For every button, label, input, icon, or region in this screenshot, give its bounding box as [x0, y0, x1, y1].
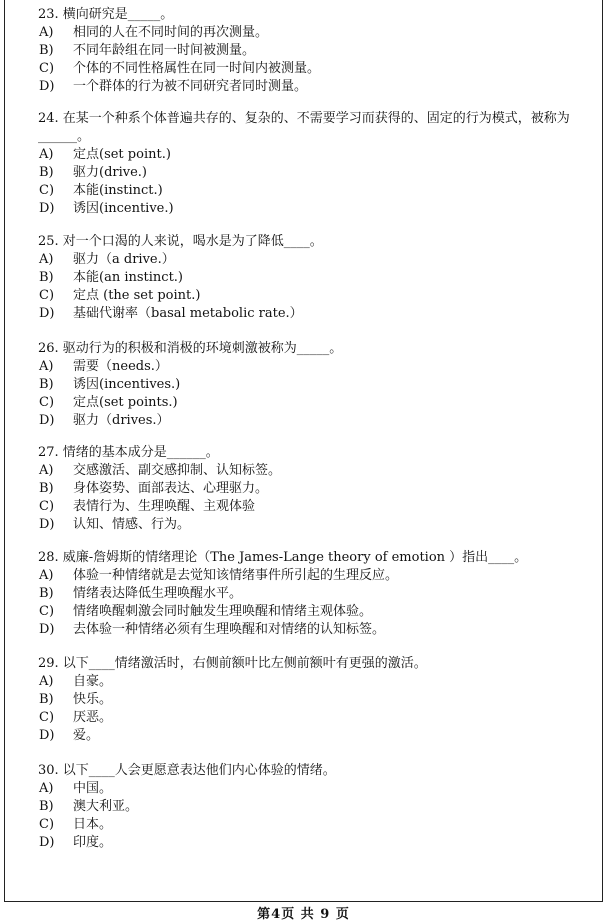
option-text: 个体的不同性格属性在同一时间内被测量。	[73, 61, 321, 76]
option-c	[38, 709, 583, 727]
option-letter: D)	[39, 622, 55, 637]
option-a	[38, 462, 583, 480]
option-letter: D)	[39, 413, 55, 428]
question-23	[38, 6, 583, 96]
option-text: 日本。	[73, 817, 113, 832]
option-letter: B)	[39, 165, 54, 180]
option-text: 去体验一种情绪必须有生理唤醒和对情绪的认知标签。	[73, 622, 386, 637]
option-text: 不同年龄组在同一时间被测量。	[73, 43, 256, 58]
question-28	[38, 549, 583, 639]
option-c	[38, 182, 583, 200]
option-letter: C)	[39, 499, 55, 514]
question-stem: 29. 以下____情绪激活时，右侧前额叶比左侧前额叶有更强的激活。	[38, 656, 427, 671]
option-c	[38, 287, 583, 305]
option-b	[38, 376, 583, 394]
option-b	[38, 269, 583, 287]
option-letter: A)	[39, 252, 54, 267]
option-text: 表情行为、生理唤醒、主观体验	[73, 499, 256, 514]
option-letter: A)	[39, 147, 54, 162]
option-letter: B)	[39, 692, 54, 707]
question-stem: 27. 情绪的基本成分是______。	[38, 445, 219, 460]
option-letter: B)	[39, 377, 54, 392]
option-text: 一个群体的行为被不同研究者同时测量。	[73, 79, 308, 94]
option-text: 需要（needs.）	[73, 359, 168, 374]
option-a	[38, 24, 583, 42]
option-text: 本能(instinct.)	[73, 183, 163, 198]
option-d	[38, 621, 583, 639]
option-text: 交感激活、副交感抑制、认知标签。	[73, 463, 282, 478]
option-d	[38, 516, 583, 534]
option-letter: A)	[39, 781, 54, 796]
question-29	[38, 655, 583, 745]
option-b	[38, 164, 583, 182]
option-letter: C)	[39, 817, 55, 832]
option-c	[38, 603, 583, 621]
option-text: 自豪。	[73, 674, 113, 689]
option-d	[38, 834, 583, 852]
option-text: 厌恶。	[73, 710, 113, 725]
option-a	[38, 780, 583, 798]
option-a	[38, 251, 583, 269]
option-text: 中国。	[73, 781, 113, 796]
option-letter: C)	[39, 395, 55, 410]
option-b	[38, 480, 583, 498]
option-letter: B)	[39, 586, 54, 601]
option-letter: D)	[39, 835, 55, 850]
page-number-footer: 第4页 共 9 页	[257, 907, 350, 922]
option-text: 诱因(incentive.)	[73, 201, 174, 216]
question-stem: 24. 在某一个种系个体普遍共存的、复杂的、不需要学习而获得的、固定的行为模式，被称为______。	[38, 111, 570, 144]
option-a	[38, 146, 583, 164]
question-24	[38, 110, 583, 218]
option-b	[38, 798, 583, 816]
option-c	[38, 816, 583, 834]
option-letter: D)	[39, 79, 55, 94]
option-letter: B)	[39, 43, 54, 58]
option-d	[38, 412, 583, 430]
question-30	[38, 762, 583, 852]
option-text: 定点(set points.)	[73, 395, 178, 410]
option-text: 情绪唤醒刺激会同时触发生理唤醒和情绪主观体验。	[73, 604, 373, 619]
option-text: 身体姿势、面部表达、心理驱力。	[73, 481, 269, 496]
option-b	[38, 691, 583, 709]
option-text: 爱。	[73, 728, 100, 743]
question-stem: 25. 对一个口渴的人来说，喝水是为了降低____。	[38, 234, 323, 249]
option-text: 澳大利亚。	[73, 799, 139, 814]
option-text: 基础代谢率（basal metabolic rate.）	[73, 306, 303, 321]
option-letter: C)	[39, 61, 55, 76]
option-letter: A)	[39, 25, 54, 40]
option-c	[38, 394, 583, 412]
option-letter: C)	[39, 604, 55, 619]
question-stem: 28. 威廉-詹姆斯的情绪理论（The James-Lange theory of emotion ）指出____。	[38, 550, 528, 565]
option-b	[38, 585, 583, 603]
option-letter: A)	[39, 568, 54, 583]
option-text: 定点(set point.)	[73, 147, 171, 162]
option-letter: B)	[39, 270, 54, 285]
option-text: 快乐。	[73, 692, 113, 707]
option-letter: A)	[39, 463, 54, 478]
option-text: 驱力(drive.)	[73, 165, 148, 180]
option-text: 定点 (the set point.)	[73, 288, 201, 303]
option-c	[38, 60, 583, 78]
option-letter: D)	[39, 517, 55, 532]
option-d	[38, 727, 583, 745]
option-d	[38, 305, 583, 323]
option-letter: A)	[39, 674, 54, 689]
option-letter: B)	[39, 799, 54, 814]
question-26	[38, 340, 583, 430]
option-d	[38, 200, 583, 218]
option-a	[38, 673, 583, 691]
option-text: 驱力（drives.）	[73, 413, 170, 428]
option-text: 本能(an instinct.)	[73, 270, 183, 285]
option-c	[38, 498, 583, 516]
option-text: 认知、情感、行为。	[73, 517, 191, 532]
question-stem: 23. 横向研究是_____。	[38, 7, 174, 22]
option-letter: A)	[39, 359, 54, 374]
question-27	[38, 444, 583, 534]
option-letter: C)	[39, 288, 55, 303]
option-text: 相同的人在不同时间的再次测量。	[73, 25, 269, 40]
option-text: 印度。	[73, 835, 113, 850]
option-text: 诱因(incentives.)	[73, 377, 181, 392]
question-stem: 30. 以下____人会更愿意表达他们内心体验的情绪。	[38, 763, 336, 778]
option-letter: C)	[39, 710, 55, 725]
question-25	[38, 233, 583, 323]
option-letter: C)	[39, 183, 55, 198]
option-a	[38, 567, 583, 585]
option-d	[38, 78, 583, 96]
option-b	[38, 42, 583, 60]
option-text: 情绪表达降低生理唤醒水平。	[73, 586, 243, 601]
option-text: 驱力（a drive.）	[73, 252, 175, 267]
question-stem: 26. 驱动行为的积极和消极的环境刺激被称为_____。	[38, 341, 343, 356]
option-a	[38, 358, 583, 376]
option-letter: D)	[39, 728, 55, 743]
option-letter: D)	[39, 306, 55, 321]
option-letter: B)	[39, 481, 54, 496]
option-text: 体验一种情绪就是去觉知该情绪事件所引起的生理反应。	[73, 568, 399, 583]
option-letter: D)	[39, 201, 55, 216]
